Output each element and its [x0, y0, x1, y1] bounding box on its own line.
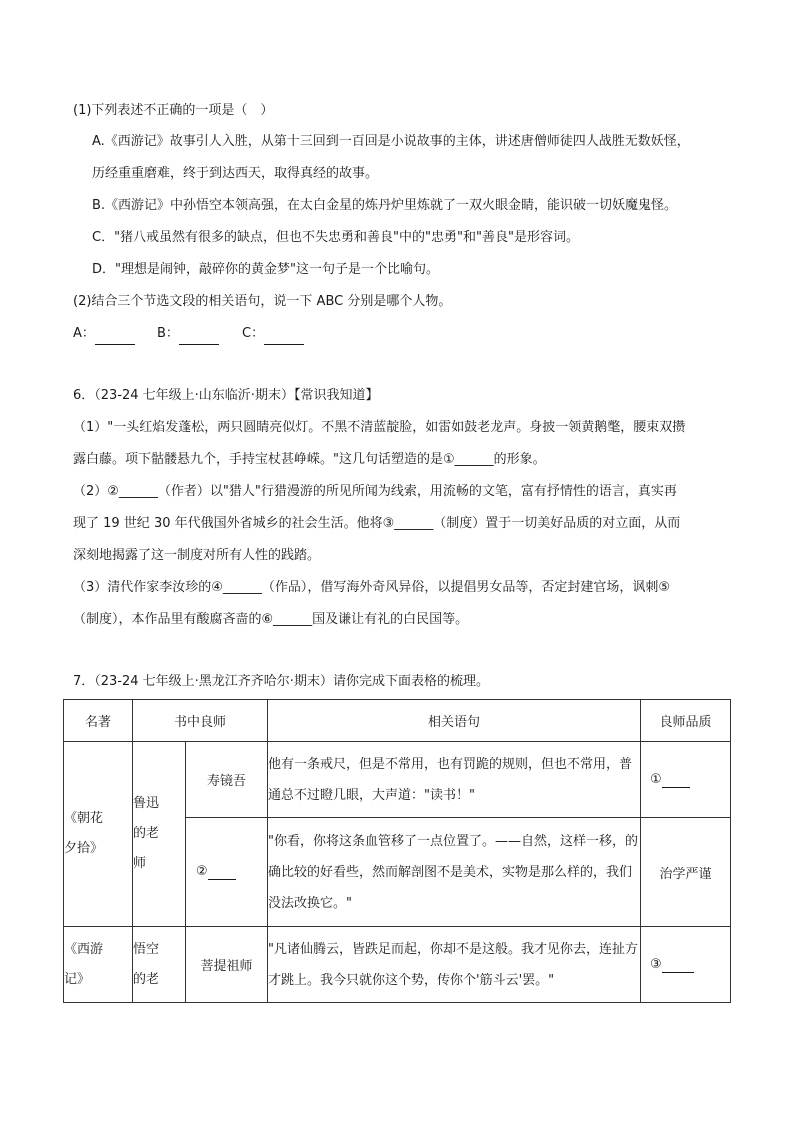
answer-line-c[interactable]: [264, 324, 304, 345]
quote-cell: 他有一条戒尺，但是不常用，也有罚跪的规则，但也不常用，普通总不过瞪几眼，大声道："读书！": [268, 742, 641, 818]
teacher-group-wukong: [133, 927, 186, 1003]
option-a-line2: 历经重重磨难，终于到达西天，取得真经的故事。: [92, 166, 379, 181]
option-c: C．"猪八戒虽然有很多的缺点，但也不失忠勇和善良"中的"忠勇"和"善良"是形容词。: [92, 230, 579, 245]
teacher-group-line: 鲁迅: [133, 796, 160, 811]
question-5-sub2: (2)结合三个节选文段的相关语句，说一下 ABC 分别是哪个人物。: [73, 294, 452, 309]
question-7-header: 7．（23-24 七年级上·黑龙江齐齐哈尔·期末）请你完成下面表格的梳理。: [73, 674, 489, 689]
quality-marker-1: ①: [650, 771, 662, 787]
teacher-name-puti: 菩提祖师: [186, 927, 268, 1003]
book-zhaohuaxishi: [64, 742, 133, 927]
option-b: B.《西游记》中孙悟空本领高强，在太白金星的炼丹炉里炼就了一双火眼金睛，能识破一切妖魔鬼怪。: [92, 198, 678, 213]
teacher-group-line: 的老: [133, 826, 160, 841]
quote-cell: "凡诸仙腾云，皆跌足而起，你却不是这般。我才见你去，连扯方才跳上。我今只就你这个势，传你个'筋斗云'罢。": [268, 927, 641, 1003]
answer-blank-c[interactable]: [242, 324, 304, 345]
answer-label-c: C：: [242, 326, 265, 341]
teacher-group-luxun: [133, 742, 186, 927]
book-line: 夕拾》: [64, 841, 104, 856]
answer-line-b[interactable]: [179, 324, 219, 345]
header-quote: 相关语句: [268, 700, 641, 742]
q6-part3-line1: （3）清代作家李汝珍的④______（作品），借写海外奇风异俗，以提倡男女品等，否定封建官场，讽刺⑤: [73, 580, 671, 595]
answer-blank-b[interactable]: [157, 324, 219, 345]
option-a-line1: A.《西游记》故事引人入胜，从第十三回到一百回是小说故事的主体，讲述唐僧师徒四人战胜无数妖怪，: [92, 134, 690, 149]
book-line: 《西游: [64, 941, 104, 957]
table-header-row: [64, 700, 731, 742]
quality-marker-3: ③: [650, 956, 662, 972]
question-6-header: 6．（23-24 七年级上·山东临沂·期末）【常识我知道】: [73, 388, 379, 403]
teacher-name-shoujingwu: 寿镜吾: [186, 742, 268, 818]
header-book: 名著: [64, 700, 133, 742]
quality-blank-1[interactable]: [641, 742, 731, 818]
answer-label-b: B：: [157, 326, 179, 341]
answer-line-a[interactable]: [95, 324, 135, 345]
teacher-group-line: 的老: [133, 971, 160, 987]
answer-blank-a[interactable]: [73, 324, 135, 345]
quality-line-3[interactable]: [662, 957, 694, 973]
q6-part3-line2: （制度），本作品里有酸腐吝啬的⑥______国及谦让有礼的白民国等。: [73, 612, 469, 627]
table-row: [64, 927, 731, 1003]
teacher-marker-2: ②: [196, 864, 208, 879]
answer-label-a: A：: [73, 326, 95, 341]
teacher-line-2[interactable]: [208, 864, 236, 880]
quality-blank-3[interactable]: [641, 927, 731, 1003]
quote-cell: "你看，你将这条血管移了一点位置了。——自然，这样一移，的确比较的好看些，然而解剖图不是美术，实物是那么样的，我们没法改换它。": [268, 818, 641, 927]
table-row: [64, 742, 731, 818]
question-5-sub1: (1)下列表述不正确的一项是（ ）: [73, 103, 274, 118]
option-d: D．"理想是闹钟，敲碎你的黄金梦"这一句子是一个比喻句。: [92, 262, 439, 277]
teacher-name-blank-2[interactable]: [186, 818, 268, 927]
book-line: 《朝花: [64, 811, 104, 826]
header-teacher: 书中良师: [133, 700, 268, 742]
book-xiyouji: [64, 927, 133, 1003]
teacher-group-line: 师: [133, 856, 147, 871]
q6-part1-line1: （1）"一头红焰发蓬松，两只圆睛亮似灯。不黑不清蓝靛脸，如雷如鼓老龙声。身披一领黄鹅氅，腰束双攒: [73, 420, 686, 435]
q6-part2-line3: 深刻地揭露了这一制度对所有人性的践踏。: [73, 548, 321, 563]
q6-part2-line2: 现了 19 世纪 30 年代俄国外省城乡的社会生活。他将③______（制度）置于一切美好品质的对立面，从而: [73, 516, 681, 531]
q6-part1-line2: 露白藤。项下骷髅悬九个，手持宝杖甚峥嵘。"这几句话塑造的是①______的形象。: [73, 452, 546, 467]
q6-part2-line1: （2）②______（作者）以"猎人"行猎漫游的所见所闻为线索，用流畅的文笔，富有抒情性的语言，真实再: [73, 484, 677, 499]
quality-line-1[interactable]: [662, 772, 690, 788]
header-quality: 良师品质: [641, 700, 731, 742]
teachers-table: [63, 699, 731, 1003]
teacher-group-line: 悟空: [133, 941, 160, 957]
quality-cell-2: 治学严谨: [641, 818, 731, 927]
book-line: 记》: [64, 971, 91, 987]
